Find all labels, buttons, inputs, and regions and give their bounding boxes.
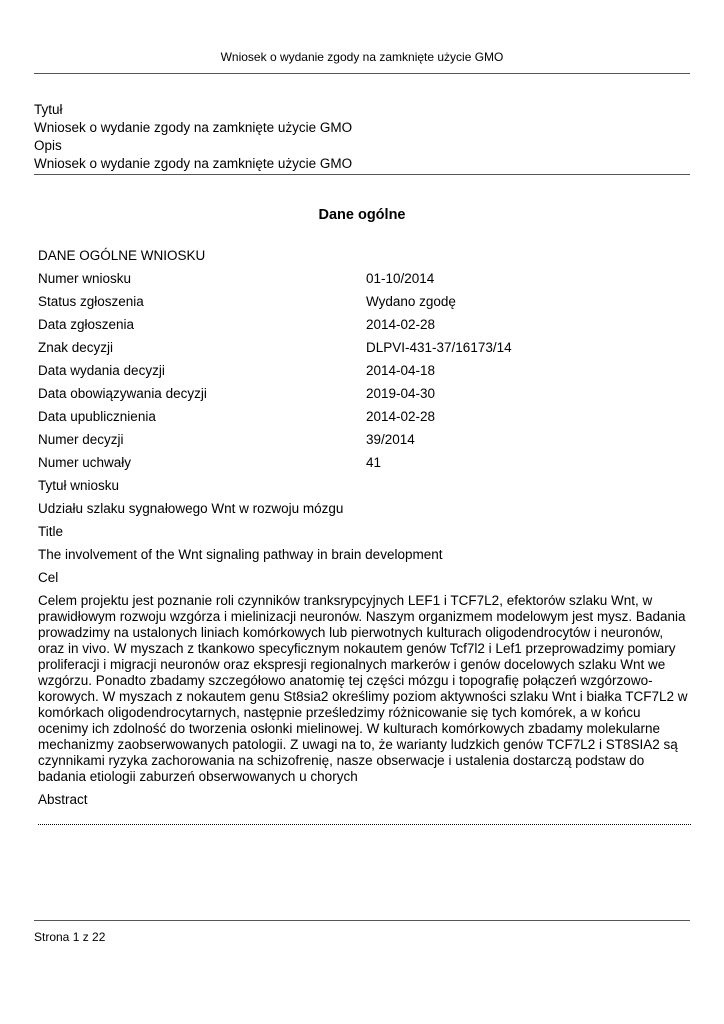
title-en-label: Title — [38, 524, 64, 539]
cel-label: Cel — [38, 570, 59, 585]
field-row — [38, 267, 694, 290]
field-row — [38, 336, 694, 359]
field-value: 2014-02-28 — [366, 409, 436, 424]
field-value: Wydano zgodę — [366, 294, 456, 309]
meta-divider — [34, 174, 690, 175]
page-number: Strona 1 z 22 — [34, 930, 106, 944]
field-value: 41 — [366, 455, 382, 470]
abstract-label: Abstract — [38, 792, 88, 807]
field-label: Numer wniosku — [38, 271, 132, 286]
field-value: 01-10/2014 — [366, 271, 435, 286]
field-row — [38, 290, 694, 313]
page-header-title: Wniosek o wydanie zgody na zamknięte użycie GMO — [220, 50, 504, 64]
field-row — [38, 451, 694, 474]
meta-title-value: Wniosek o wydanie zgody na zamknięte użycie GMO — [34, 120, 353, 135]
footer-divider — [34, 920, 690, 921]
field-label: Status zgłoszenia — [38, 294, 144, 309]
field-value: DLPVI-431-37/16173/14 — [366, 340, 512, 355]
field-label: Data obowiązywania decyzji — [38, 386, 207, 401]
document-meta — [34, 101, 352, 173]
group-heading: DANE OGÓLNE WNIOSKU — [38, 248, 206, 263]
tytul-wniosku-label: Tytuł wniosku — [38, 478, 120, 493]
section-title: Dane ogólne — [318, 207, 406, 223]
field-value: 39/2014 — [366, 432, 415, 447]
meta-description-label: Opis — [34, 138, 62, 153]
field-row — [38, 382, 694, 405]
field-row — [38, 313, 694, 336]
dotted-separator — [38, 814, 691, 825]
field-label: Znak decyzji — [38, 340, 114, 355]
meta-description-value: Wniosek o wydanie zgody na zamknięte użycie GMO — [34, 156, 353, 171]
field-label: Numer uchwały — [38, 455, 132, 470]
field-label: Data zgłoszenia — [38, 317, 135, 332]
field-label: Data upublicznienia — [38, 409, 156, 424]
meta-title-label: Tytuł — [34, 102, 63, 117]
field-value: 2019-04-30 — [366, 386, 436, 401]
title-en-value: The involvement of the Wnt signaling pathway in brain development — [38, 547, 443, 562]
field-label: Data wydania decyzji — [38, 363, 165, 378]
header-divider — [34, 73, 690, 74]
tytul-wniosku-value: Udziału szlaku sygnałowego Wnt w rozwoju mózgu — [38, 501, 344, 516]
field-value: 2014-04-18 — [366, 363, 436, 378]
field-label: Numer decyzji — [38, 432, 124, 447]
cel-value: Celem projektu jest poznanie roli czynników tranksrypcyjnych LEF1 i TCF7L2, efektorów szlaku Wnt, w prawidłowym rozwoju wzgórza i mielinizacji neuronów. Naszym organizmem modelowym jest mysz. Badania prowadzimy na ustalonych liniach komórkowych lub pierwotnych kulturach oligodendrocytów i neuronów, oraz in vivo. W myszach z tkankowo specyficznym nokautem genów Tcf7l2 i Lef1 przeprowadzimy pomiary proliferacji i migracji neuronów oraz ekspresji regionalnych markerów i genów docelowych szlaku Wnt we wzgórzu. Ponadto zbadamy szczegółowo anatomię tej części mózgu i topografię połączeń wzgórzowo-korowych. W myszach z nokautem genu St8sia2 określimy poziom aktywności szlaku Wnt i białka TCF7L2 w komórkach oligodendrocytarnych, następnie prześledzimy różnicowanie się tych komórek, a w końcu ocenimy ich zdolność do tworzenia osłonki mielinowej. W kulturach komórkowych zbadamy molekularne mechanizmy zaobserwowanych patologii. Z uwagi na to, że warianty ludzkich genów TCF7L2 i ST8SIA2 są czynnikami ryzyka zachorowania na schizofrenię, nasze obserwacje i ustalenia dostarczą podstaw do badania etiologii zaburzeń obserwowanych u chorych — [38, 593, 688, 784]
field-value: 2014-02-28 — [366, 317, 436, 332]
field-row — [38, 428, 694, 451]
field-row — [38, 359, 694, 382]
field-row — [38, 405, 694, 428]
general-data-section — [38, 244, 694, 811]
